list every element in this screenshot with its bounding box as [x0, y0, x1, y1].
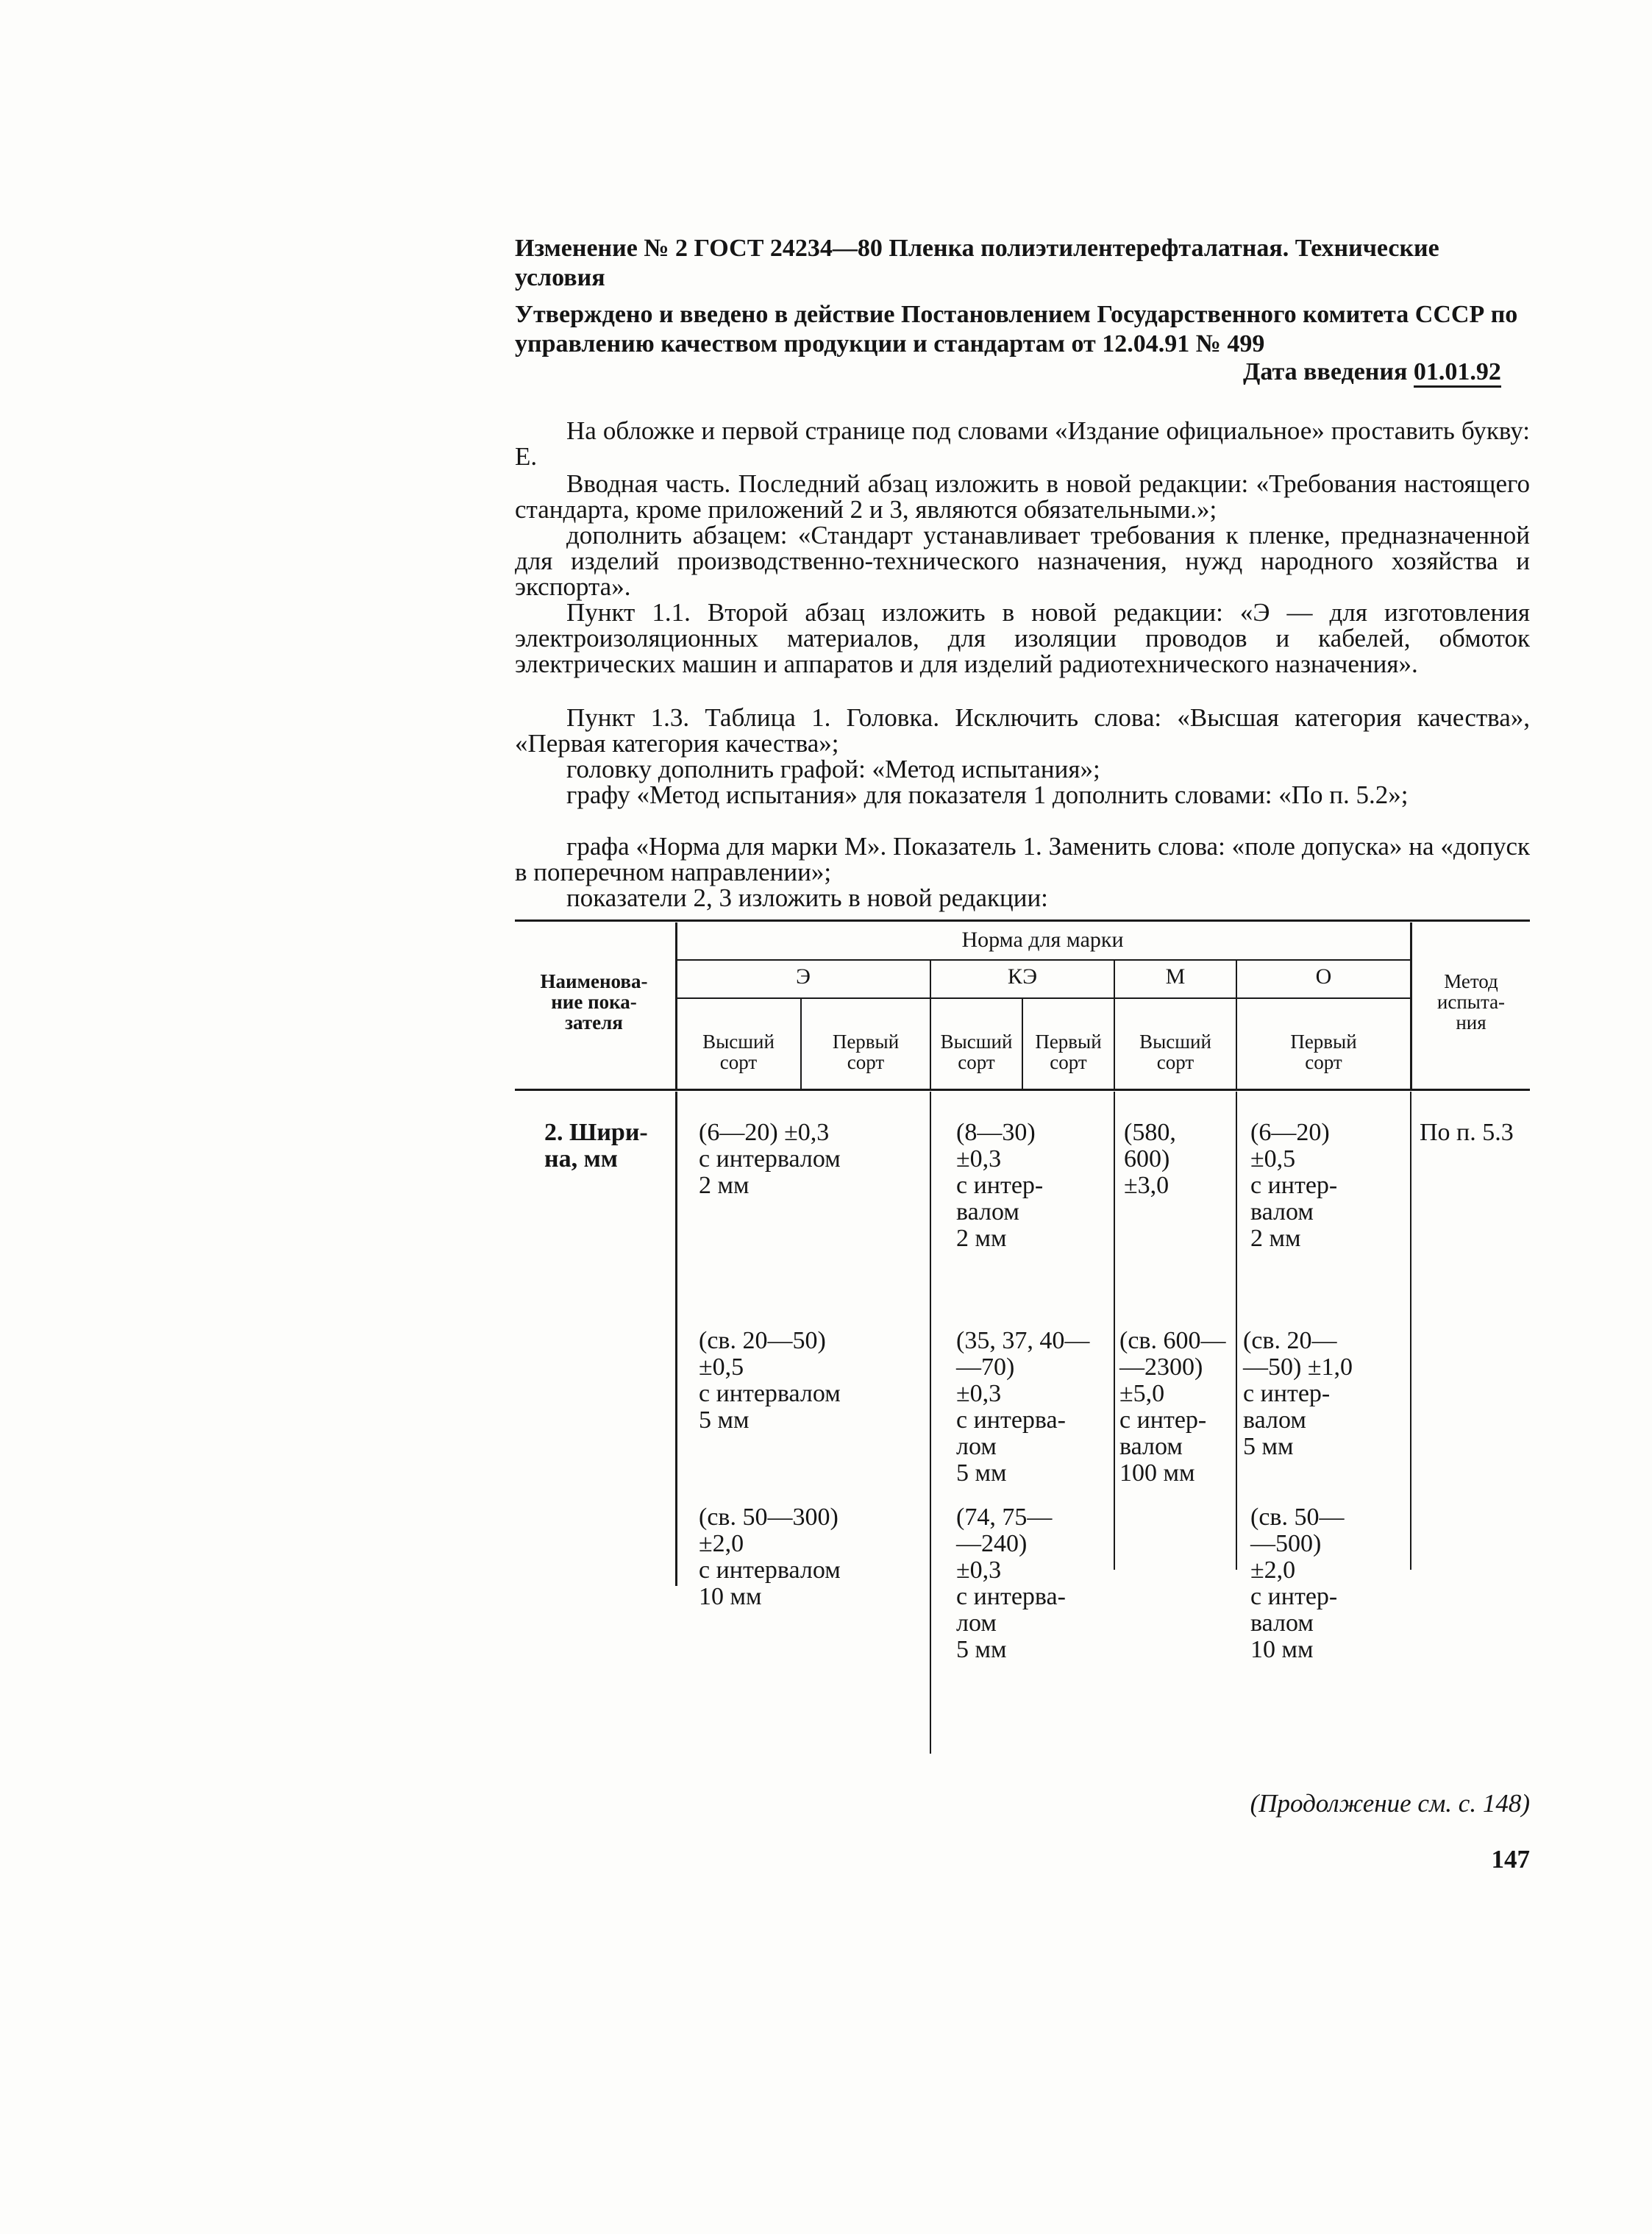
approval-statement: Утверждено и введено в действие Постановлением Государственного комитета СССР по управлению качеством продукции и стандартам от 12.04.91 № 499 — [515, 301, 1518, 357]
amendment-title: Изменение № 2 ГОСТ 24234—80 Пленка полиэтилентерефталатная. Технические условия — [515, 235, 1439, 291]
cell-m-1: (580, 600) ±3,0 — [1124, 1119, 1176, 1199]
norm-header-rule — [677, 959, 1412, 961]
grade-o-first: Первый сорт — [1290, 1031, 1357, 1073]
cell-e-3: (св. 50—300) ±2,0 с интервалом 10 мм — [699, 1504, 841, 1610]
grade-m-high: Высший сорт — [1139, 1031, 1211, 1073]
cell-o-3: (св. 50— —500) ±2,0 с интер- валом 10 мм — [1250, 1504, 1345, 1663]
paragraph-cover-note: На обложке и первой странице под словами «Издание официальное» проставить букву: Е. — [515, 416, 1530, 471]
paragraph-intro: Вводная часть. Последний абзац изложить в новой редакции: «Требования настоящего стандарта, кроме приложений 2 и 3, являются обязательными.»; — [515, 469, 1530, 524]
col-header-method: Метод испыта- ния — [1436, 970, 1506, 1034]
table-top-rule — [515, 919, 1530, 922]
paragraph-mark-m: графа «Норма для марки М». Показатель 1. Заменить слова: «поле допуска» на «допуск в поперечном направлении»; — [515, 832, 1530, 886]
cell-o-1: (6—20) ±0,5 с интер- валом 2 мм — [1250, 1119, 1338, 1252]
grade-ke-high: Высший сорт — [940, 1031, 1013, 1073]
cell-e-1: (6—20) ±0,3 с интервалом 2 мм — [699, 1119, 841, 1199]
cell-ke-1: (8—30) ±0,3 с интер- валом 2 мм — [956, 1119, 1044, 1252]
header-bottom-rule — [515, 1089, 1530, 1091]
effective-date-value: 01.01.92 — [1414, 358, 1501, 388]
mark-e: Э — [796, 964, 811, 989]
body-divider-o — [1236, 1092, 1237, 1570]
paragraph-clause-1-1: Пункт 1.1. Второй абзац изложить в новой редакции: «Э — для изготовления электроизоляционных материалов, для изоляции проводов и кабелей, обмоток электрических машин и аппаратов и для изделий радиотехнического назначения». — [515, 598, 1530, 678]
norms-table — [0, 919, 1652, 1751]
mark-ke: КЭ — [1007, 964, 1038, 989]
continuation-note: (Продолжение см. с. 148) — [1250, 1789, 1530, 1818]
paragraph-header-add: головку дополнить графой: «Метод испытания»; — [566, 755, 1100, 783]
paragraph-method-column: графу «Метод испытания» для показателя 1 дополнить словами: «По п. 5.2»; — [566, 780, 1409, 809]
col-header-name: Наименова- ние пока- зателя — [540, 970, 648, 1034]
paragraph-indicators: показатели 2, 3 изложить в новой редакции: — [566, 883, 1048, 912]
mark-header-rule — [677, 997, 1412, 999]
cell-o-2: (св. 20— —50) ±1,0 с интер- валом 5 мм — [1243, 1327, 1353, 1460]
mark-o: О — [1315, 964, 1332, 989]
paragraph-clause-1-3: Пункт 1.3. Таблица 1. Головка. Исключить слова: «Высшая категория качества», «Первая категория качества»; — [515, 703, 1530, 758]
cell-ke-3: (74, 75— —240) ±0,3 с интерва- лом 5 мм — [956, 1504, 1066, 1663]
page-number: 147 — [1491, 1845, 1530, 1874]
mark-m: М — [1165, 964, 1186, 989]
cell-e-2: (св. 20—50) ±0,5 с интервалом 5 мм — [699, 1327, 841, 1434]
effective-date-label: Дата введения — [1243, 358, 1408, 385]
cell-method: По п. 5.3 — [1420, 1119, 1514, 1146]
grade-e-first: Первый сорт — [832, 1031, 900, 1073]
body-divider-method — [1410, 1092, 1411, 1570]
grade-ke-first: Первый сорт — [1035, 1031, 1102, 1073]
body-divider-name — [675, 1092, 677, 1586]
row-name-width: 2. Шири- на, мм — [544, 1119, 648, 1173]
col-header-norm: Норма для марки — [961, 928, 1124, 952]
cell-m-2: (св. 600— —2300) ±5,0 с интер- валом 100 мм — [1119, 1327, 1226, 1487]
grade-e-high: Высший сорт — [702, 1031, 775, 1073]
effective-date — [1243, 357, 1501, 387]
body-divider-ke — [930, 1092, 931, 1754]
body-divider-m — [1114, 1092, 1115, 1570]
paragraph-add-abstract: дополнить абзацем: «Стандарт устанавливает требования к пленке, предназначенной для изделий производственно-технического назначения, нужд народного хозяйства и экспорта». — [515, 521, 1530, 601]
cell-ke-2: (35, 37, 40— —70) ±0,3 с интерва- лом 5 мм — [956, 1327, 1090, 1487]
